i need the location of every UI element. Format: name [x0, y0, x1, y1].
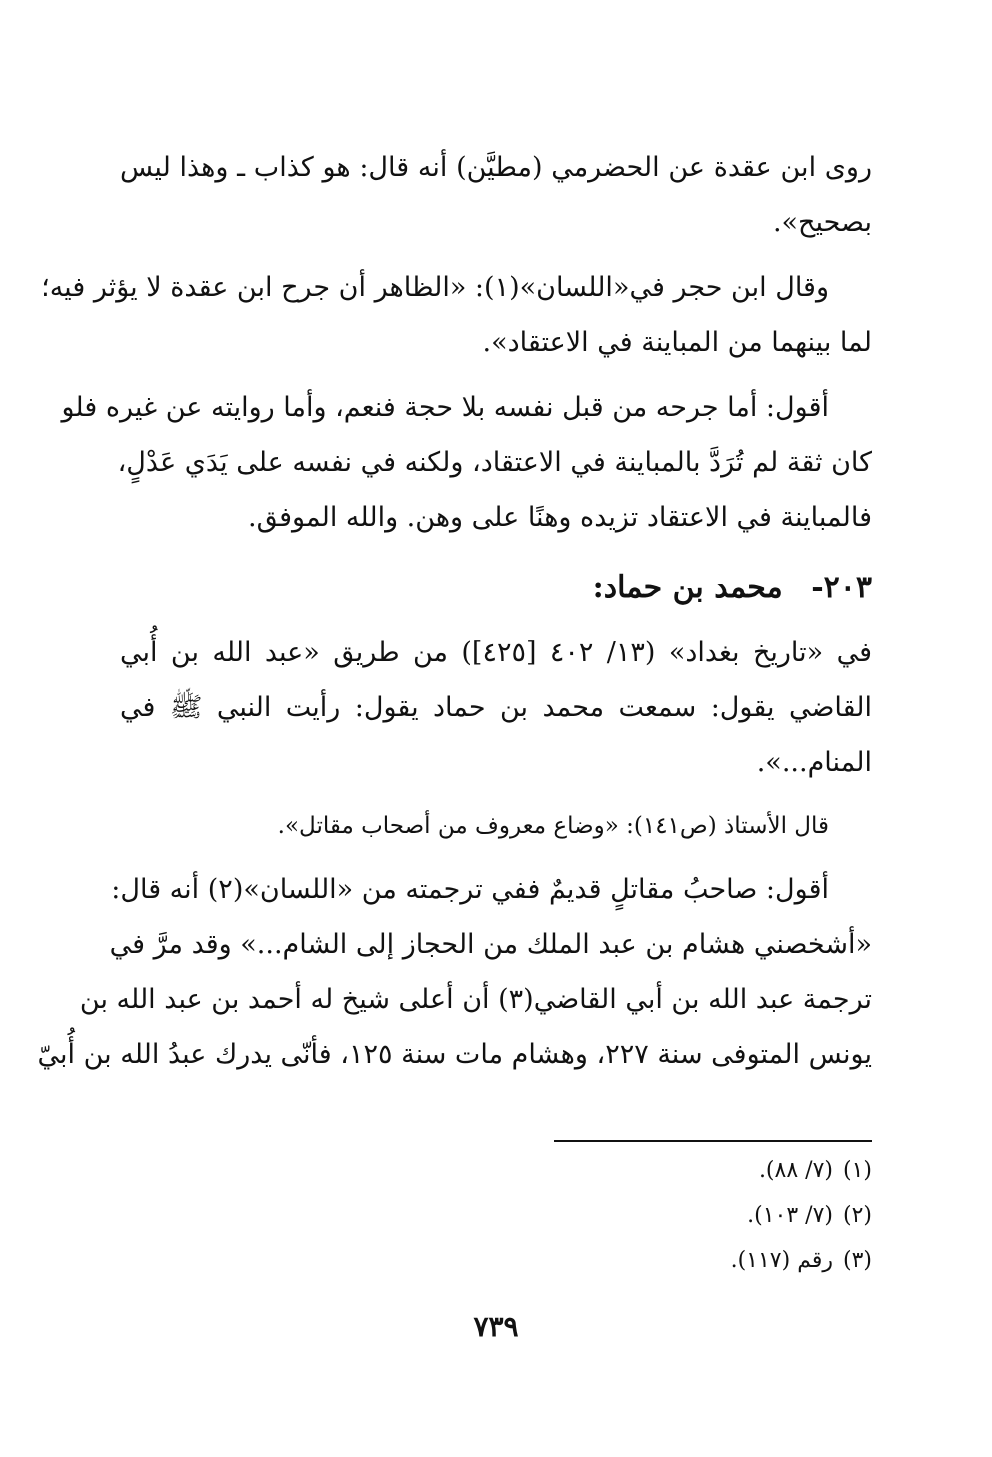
text-line: أقول: أما جرحه من قبل نفسه بلا حجة فنعم، وأما روايته عن غيره فلو — [61, 392, 829, 423]
text-line: ترجمة عبد الله بن أبي القاضي(٣) أن أعلى شيخ له أحمد بن عبد الله بن — [79, 984, 872, 1015]
footnote-text: (٧/ ١٠٣). — [747, 1203, 833, 1228]
text-line: فالمباينة في الاعتقاد تزيده وهنًا على وهن. والله الموفق. — [248, 502, 872, 533]
footnote-number: (٣) — [842, 1248, 872, 1273]
footnote — [120, 1201, 872, 1231]
text-line: لما بينهما من المباينة في الاعتقاد». — [482, 327, 872, 358]
entry-number: ٢٠٣- — [811, 570, 872, 605]
footnote — [120, 1246, 872, 1276]
footnote-number: (١) — [842, 1158, 872, 1183]
text-line: «أشخصني هشام بن عبد الملك من الحجاز إلى الشام...» وقد مرَّ في — [109, 929, 872, 960]
text-line: أقول: صاحبُ مقاتلٍ قديمٌ ففي ترجمته من «اللسان»(٢) أنه قال: — [111, 874, 829, 905]
text-line: كان ثقة لم تُرَدَّ بالمباينة في الاعتقاد، ولكنه في نفسه على يَدَي عَدْلٍ، — [117, 447, 872, 478]
text-line: المنام...». — [756, 747, 872, 778]
footnote-number: (٢) — [842, 1203, 872, 1228]
footnote-text: رقم (١١٧). — [730, 1248, 833, 1273]
text-line: بصحيح». — [772, 207, 872, 238]
text-line: يونس المتوفى سنة ٢٢٧، وهشام مات سنة ١٢٥، فأنّى يدرك عبدُ الله بن أُبيّ — [37, 1039, 872, 1070]
entry-heading — [120, 568, 872, 608]
text-line: قال الأستاذ (ص١٤١): «وضاع معروف من أصحاب مقاتل». — [277, 813, 829, 839]
footnote-text: (٧/ ٨٨). — [758, 1158, 833, 1183]
text-line: القاضي يقول: سمعت محمد بن حماد يقول: رأيت النبي ﷺ في — [120, 692, 872, 723]
text-line: روى ابن عقدة عن الحضرمي (مطيَّن) أنه قال: هو كذاب ـ وهذا ليس — [120, 152, 872, 183]
footnote-separator — [554, 1140, 872, 1142]
footnote — [120, 1156, 872, 1186]
text-line: وقال ابن حجر في«اللسان»(١): «الظاهر أن جرح ابن عقدة لا يؤثر فيه؛ — [41, 272, 829, 303]
entry-title: محمد بن حماد: — [592, 570, 783, 605]
page-number: ٧٣٩ — [473, 1310, 519, 1343]
text-line: في «تاريخ بغداد» (١٣/ ٤٠٢ [٤٢٥]) من طريق «عبد الله بن أُبي — [120, 637, 872, 668]
